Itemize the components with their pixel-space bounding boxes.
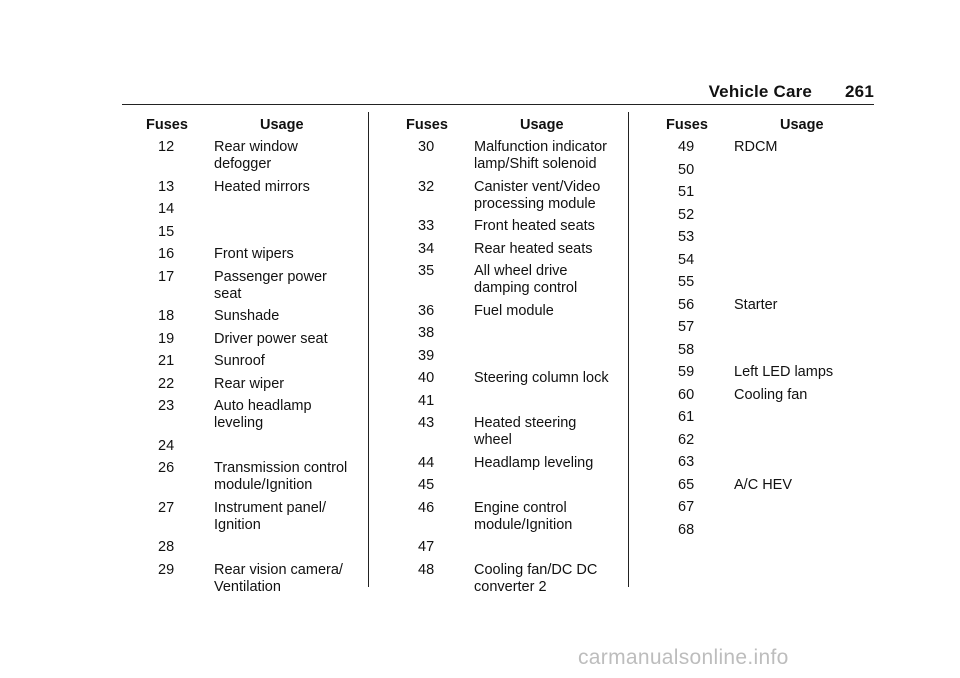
table-row xyxy=(638,409,898,426)
fuse-number: 19 xyxy=(158,330,175,347)
fuse-usage xyxy=(214,224,354,241)
table-row xyxy=(378,370,638,387)
fuse-number: 51 xyxy=(678,184,695,200)
fuse-number: 15 xyxy=(158,223,175,240)
fuse-usage xyxy=(734,252,874,269)
table-row xyxy=(638,454,898,471)
fuse-usage: Headlamp leveling xyxy=(474,454,594,471)
table-row xyxy=(378,393,638,410)
fuse-usage: Engine control module/Ignition xyxy=(474,499,573,533)
fuse-usage: All wheel drive damping control xyxy=(474,263,578,296)
table-row xyxy=(378,455,638,472)
fuse-usage xyxy=(214,539,354,556)
table-row xyxy=(638,499,898,516)
fuses-column-header: Fuses xyxy=(146,117,188,133)
table-row xyxy=(638,477,898,494)
fuse-usage xyxy=(734,207,874,224)
header-rule xyxy=(122,104,874,105)
fuse-usage xyxy=(474,539,614,556)
fuse-usage: Front wipers xyxy=(214,246,294,262)
fuse-number: 29 xyxy=(158,561,175,578)
table-row xyxy=(638,162,898,179)
fuse-number: 27 xyxy=(158,499,175,516)
table-row xyxy=(638,297,898,314)
fuse-usage xyxy=(734,162,874,179)
fuse-number: 62 xyxy=(678,431,695,448)
fuse-number: 38 xyxy=(418,325,435,341)
table-row xyxy=(118,562,378,596)
table-row xyxy=(118,139,378,173)
fuse-usage xyxy=(734,319,874,336)
fuse-number: 49 xyxy=(678,139,695,155)
page-header xyxy=(709,82,874,102)
fuse-number: 57 xyxy=(678,319,695,335)
table-row xyxy=(638,522,898,539)
fuse-table-column-1 xyxy=(118,117,378,601)
fuse-number: 65 xyxy=(678,476,695,493)
table-row xyxy=(638,207,898,224)
fuse-usage: Starter xyxy=(734,296,778,313)
table-row xyxy=(638,387,898,404)
fuse-number: 40 xyxy=(418,370,435,386)
fuse-usage xyxy=(734,274,874,291)
fuse-usage xyxy=(474,477,614,494)
fuse-number: 14 xyxy=(158,201,175,217)
fuse-number: 58 xyxy=(678,341,695,358)
table-row xyxy=(378,348,638,365)
fuse-number: 45 xyxy=(418,477,435,493)
table-row xyxy=(378,500,638,534)
usage-column-header: Usage xyxy=(260,117,304,133)
table-row xyxy=(378,325,638,342)
table-row xyxy=(638,432,898,449)
fuse-number: 68 xyxy=(678,521,695,538)
fuse-usage: Rear window defogger xyxy=(214,139,298,172)
table-row xyxy=(118,398,378,432)
fuse-number: 23 xyxy=(158,398,175,414)
section-title: Vehicle Care xyxy=(708,82,813,101)
fuse-usage: Front heated seats xyxy=(474,218,595,234)
fuse-number: 34 xyxy=(418,240,435,257)
fuse-usage xyxy=(734,409,874,426)
fuse-usage: Malfunction indicator lamp/Shift solenoid xyxy=(474,139,607,172)
table-row xyxy=(378,139,638,173)
fuse-usage: Cooling fan/DC DC converter 2 xyxy=(474,561,598,595)
fuse-number: 17 xyxy=(158,268,175,285)
fuse-number: 33 xyxy=(418,218,435,234)
table-row xyxy=(118,269,378,303)
fuse-usage: Auto headlamp leveling xyxy=(214,398,312,431)
fuse-number: 12 xyxy=(158,139,175,155)
fuse-number: 28 xyxy=(158,539,175,555)
fuse-usage: Rear wiper xyxy=(214,375,285,392)
fuse-number: 32 xyxy=(418,178,435,195)
table-row xyxy=(118,201,378,218)
table-row xyxy=(118,539,378,556)
fuse-usage xyxy=(734,522,874,539)
table-row xyxy=(118,460,378,494)
fuse-number: 56 xyxy=(678,296,695,313)
fuse-number: 53 xyxy=(678,229,695,245)
fuse-number: 30 xyxy=(418,139,435,155)
watermark: carmanualsonline.info xyxy=(578,646,789,669)
fuse-number: 39 xyxy=(418,347,435,364)
fuses-column-header: Fuses xyxy=(406,117,448,133)
table-row xyxy=(378,263,638,297)
fuse-usage: Sunroof xyxy=(214,353,265,369)
table-row xyxy=(638,252,898,269)
table-row xyxy=(378,241,638,258)
fuse-number: 43 xyxy=(418,415,435,431)
fuse-usage: Heated steering wheel xyxy=(474,415,577,448)
fuse-usage: RDCM xyxy=(734,139,778,155)
fuse-usage xyxy=(474,393,614,410)
fuse-number: 24 xyxy=(158,437,175,454)
table-row xyxy=(118,331,378,348)
fuse-table-column-3 xyxy=(638,117,898,544)
fuse-usage: Passenger power seat xyxy=(214,268,327,302)
fuse-usage: Transmission control module/Ignition xyxy=(214,460,348,493)
table-row xyxy=(638,364,898,381)
fuse-usage xyxy=(734,229,874,246)
fuse-number: 47 xyxy=(418,539,435,555)
fuse-usage: Fuel module xyxy=(474,302,554,319)
fuse-usage: Rear vision camera/ Ventilation xyxy=(214,561,343,595)
table-row xyxy=(118,224,378,241)
table-row xyxy=(638,184,898,201)
fuse-number: 35 xyxy=(418,263,435,279)
table-row xyxy=(118,500,378,534)
table-row xyxy=(118,308,378,325)
fuse-usage xyxy=(474,325,614,342)
fuse-usage: Instrument panel/ Ignition xyxy=(214,499,327,533)
fuse-usage xyxy=(734,454,874,471)
fuse-number: 50 xyxy=(678,161,695,178)
fuse-number: 22 xyxy=(158,375,175,392)
table-header xyxy=(118,117,378,139)
fuse-usage xyxy=(214,438,354,455)
fuse-usage xyxy=(734,499,874,516)
fuse-number: 48 xyxy=(418,561,435,578)
table-header xyxy=(638,117,898,139)
fuse-usage xyxy=(214,201,354,218)
table-row xyxy=(118,246,378,263)
fuse-number: 55 xyxy=(678,274,695,290)
fuse-usage: Driver power seat xyxy=(214,330,328,347)
fuse-table-column-2 xyxy=(378,117,638,601)
fuse-number: 13 xyxy=(158,178,175,195)
table-row xyxy=(378,415,638,449)
table-row xyxy=(378,218,638,235)
fuse-number: 36 xyxy=(418,302,435,319)
fuse-number: 21 xyxy=(158,353,175,369)
fuse-number: 52 xyxy=(678,206,695,223)
fuse-usage: Steering column lock xyxy=(474,370,609,386)
table-row xyxy=(378,539,638,556)
table-row xyxy=(378,562,638,596)
table-row xyxy=(118,438,378,455)
table-row xyxy=(638,342,898,359)
fuse-number: 18 xyxy=(158,308,175,324)
table-row xyxy=(118,179,378,196)
fuse-usage xyxy=(474,348,614,365)
usage-column-header: Usage xyxy=(780,117,824,133)
fuse-usage: Canister vent/Video processing module xyxy=(474,178,601,212)
fuse-number: 41 xyxy=(418,392,435,409)
table-row xyxy=(638,229,898,246)
fuse-number: 26 xyxy=(158,460,175,476)
fuse-number: 44 xyxy=(418,454,435,471)
fuse-usage: Cooling fan xyxy=(734,386,808,403)
fuse-number: 67 xyxy=(678,499,695,515)
fuse-number: 54 xyxy=(678,251,695,268)
table-row xyxy=(638,274,898,291)
fuse-number: 46 xyxy=(418,499,435,516)
fuse-number: 61 xyxy=(678,409,695,425)
fuses-column-header: Fuses xyxy=(666,117,708,133)
fuse-usage xyxy=(734,342,874,359)
fuse-usage xyxy=(734,184,874,201)
table-row xyxy=(638,139,898,156)
fuse-number: 60 xyxy=(678,386,695,403)
table-row xyxy=(378,303,638,320)
table-row xyxy=(378,477,638,494)
fuse-number: 63 xyxy=(678,454,695,470)
page-number: 261 xyxy=(845,82,874,101)
table-row xyxy=(118,353,378,370)
table-row xyxy=(118,376,378,393)
fuse-usage xyxy=(734,432,874,449)
usage-column-header: Usage xyxy=(520,117,564,133)
fuse-usage: Rear heated seats xyxy=(474,240,593,257)
fuse-usage: Heated mirrors xyxy=(214,178,310,195)
table-header xyxy=(378,117,638,139)
fuse-usage: Left LED lamps xyxy=(734,364,834,380)
fuse-usage: Sunshade xyxy=(214,308,280,324)
table-row xyxy=(378,179,638,213)
fuse-number: 16 xyxy=(158,246,175,262)
fuse-usage: A/C HEV xyxy=(734,476,793,493)
fuse-number: 59 xyxy=(678,364,695,380)
table-row xyxy=(638,319,898,336)
